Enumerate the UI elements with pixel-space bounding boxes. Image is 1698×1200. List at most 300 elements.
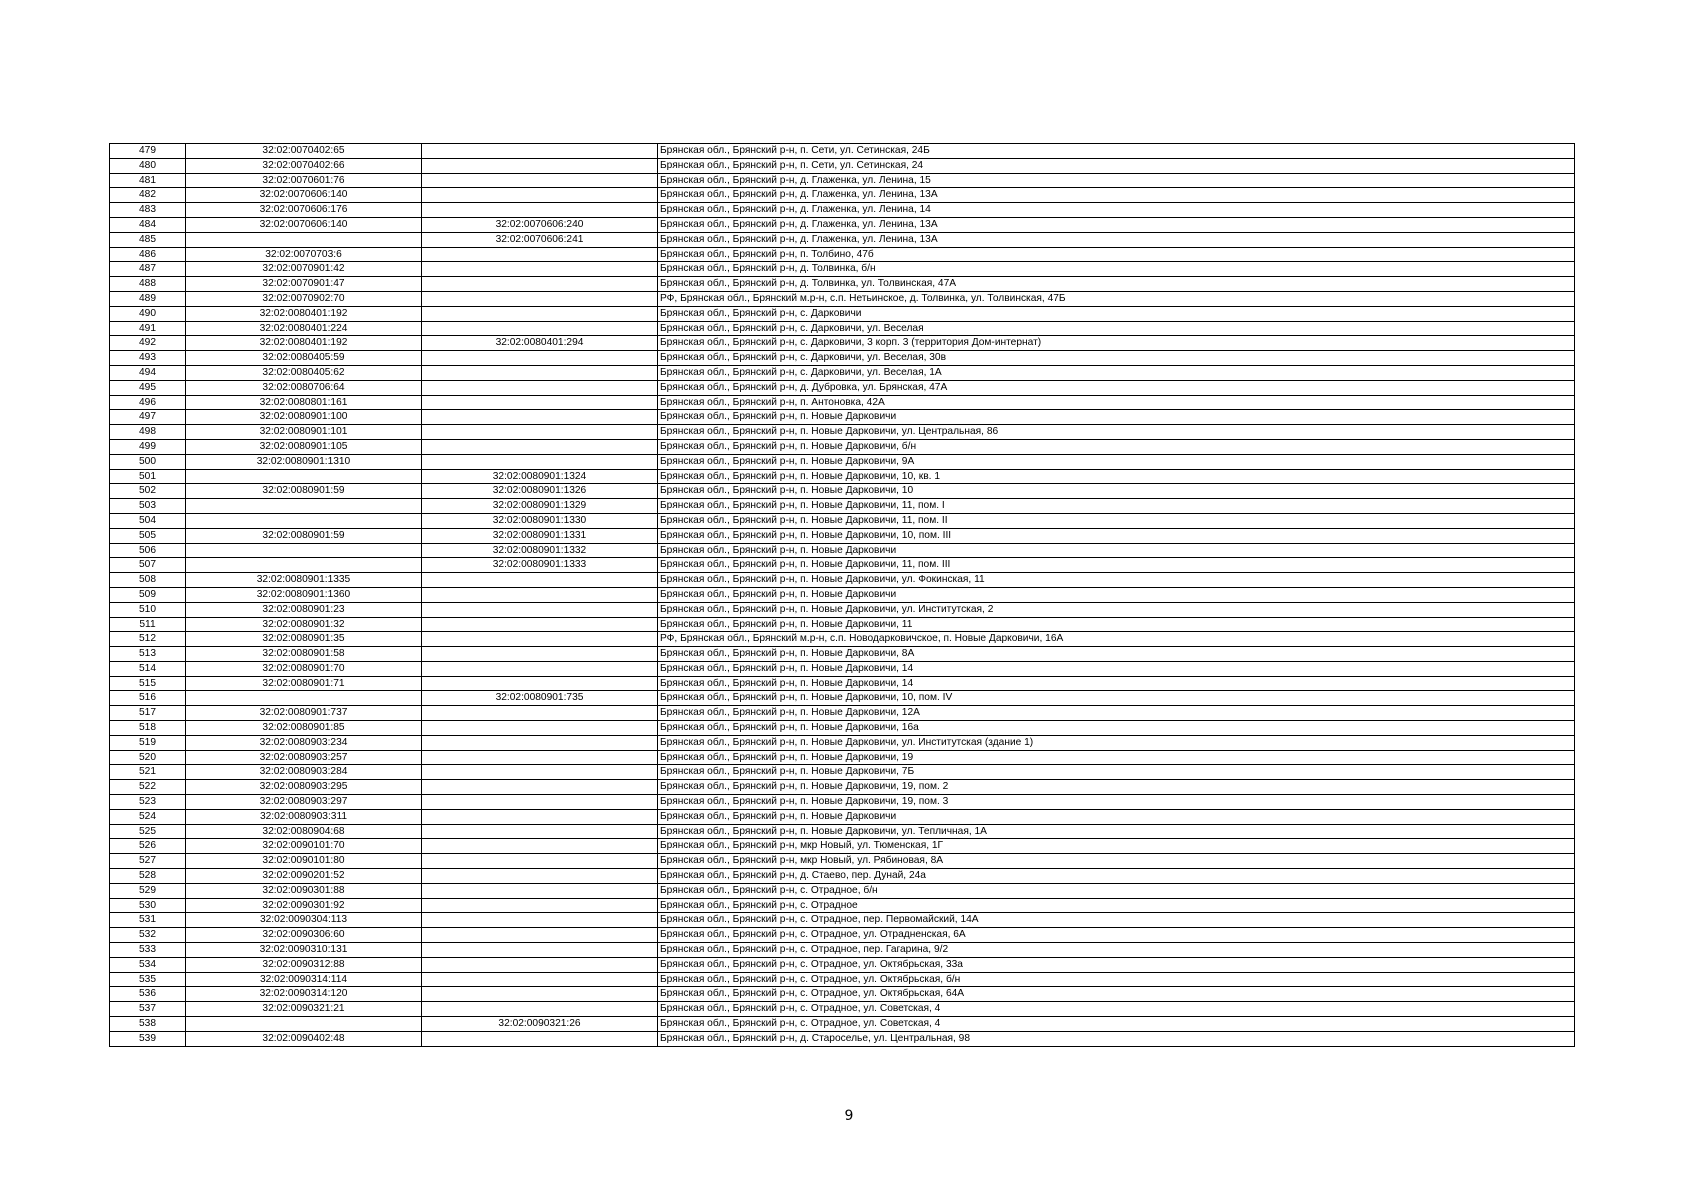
building-cadastral-number-cell xyxy=(422,351,658,366)
address-cell: Брянская обл., Брянский р-н, п. Новые Дарковичи, 7Б xyxy=(658,765,1575,780)
address-cell: Брянская обл., Брянский р-н, п. Толбино, 47б xyxy=(658,247,1575,262)
land-plot-cadastral-number-cell: 32:02:0080904:68 xyxy=(186,824,422,839)
address-cell: Брянская обл., Брянский р-н, д. Глаженка, ул. Ленина, 15 xyxy=(658,173,1575,188)
table-row xyxy=(110,1031,1575,1046)
land-plot-cadastral-number-cell: 32:02:0090306:60 xyxy=(186,928,422,943)
table-row xyxy=(110,543,1575,558)
table-row xyxy=(110,469,1575,484)
address-cell: Брянская обл., Брянский р-н, п. Новые Дарковичи, 10 xyxy=(658,484,1575,499)
land-plot-cadastral-number-cell: 32:02:0090101:80 xyxy=(186,854,422,869)
table-row xyxy=(110,573,1575,588)
building-cadastral-number-cell xyxy=(422,721,658,736)
table-row xyxy=(110,617,1575,632)
address-cell: Брянская обл., Брянский р-н, п. Новые Дарковичи, ул. Центральная, 86 xyxy=(658,425,1575,440)
row-number-cell: 482 xyxy=(110,188,186,203)
address-cell: Брянская обл., Брянский р-н, с. Дарковичи, ул. Веселая xyxy=(658,321,1575,336)
land-plot-cadastral-number-cell xyxy=(186,691,422,706)
address-cell: Брянская обл., Брянский р-н, п. Новые Дарковичи, 11, пом. I xyxy=(658,499,1575,514)
row-number-cell: 483 xyxy=(110,203,186,218)
row-number-cell: 489 xyxy=(110,291,186,306)
building-cadastral-number-cell xyxy=(422,661,658,676)
building-cadastral-number-cell xyxy=(422,203,658,218)
building-cadastral-number-cell xyxy=(422,632,658,647)
row-number-cell: 539 xyxy=(110,1031,186,1046)
address-cell: Брянская обл., Брянский р-н, п. Новые Дарковичи, 16а xyxy=(658,721,1575,736)
table-row xyxy=(110,188,1575,203)
row-number-cell: 487 xyxy=(110,262,186,277)
address-cell: Брянская обл., Брянский р-н, п. Новые Дарковичи, 8А xyxy=(658,647,1575,662)
table-row xyxy=(110,854,1575,869)
page-number: 9 xyxy=(844,1108,854,1124)
row-number-cell: 529 xyxy=(110,883,186,898)
row-number-cell: 515 xyxy=(110,676,186,691)
land-plot-cadastral-number-cell: 32:02:0070901:42 xyxy=(186,262,422,277)
row-number-cell: 506 xyxy=(110,543,186,558)
land-plot-cadastral-number-cell: 32:02:0090402:48 xyxy=(186,1031,422,1046)
row-number-cell: 492 xyxy=(110,336,186,351)
row-number-cell: 498 xyxy=(110,425,186,440)
table-row xyxy=(110,839,1575,854)
land-plot-cadastral-number-cell: 32:02:0080901:1335 xyxy=(186,573,422,588)
building-cadastral-number-cell xyxy=(422,173,658,188)
building-cadastral-number-cell xyxy=(422,306,658,321)
building-cadastral-number-cell: 32:02:0080901:1331 xyxy=(422,528,658,543)
address-cell: Брянская обл., Брянский р-н, п. Новые Дарковичи xyxy=(658,809,1575,824)
address-cell: Брянская обл., Брянский р-н, п. Сети, ул. Сетинская, 24Б xyxy=(658,144,1575,159)
land-plot-cadastral-number-cell xyxy=(186,499,422,514)
land-plot-cadastral-number-cell: 32:02:0080706:64 xyxy=(186,380,422,395)
table-row xyxy=(110,750,1575,765)
row-number-cell: 538 xyxy=(110,1017,186,1032)
table-row xyxy=(110,217,1575,232)
table-row xyxy=(110,173,1575,188)
address-cell: Брянская обл., Брянский р-н, д. Стаево, пер. Дунай, 24а xyxy=(658,869,1575,884)
building-cadastral-number-cell xyxy=(422,706,658,721)
row-number-cell: 523 xyxy=(110,795,186,810)
building-cadastral-number-cell xyxy=(422,587,658,602)
land-plot-cadastral-number-cell: 32:02:0090304:113 xyxy=(186,913,422,928)
building-cadastral-number-cell xyxy=(422,602,658,617)
address-cell: Брянская обл., Брянский р-н, с. Отрадное, ул. Отрадненская, 6А xyxy=(658,928,1575,943)
table-row xyxy=(110,1002,1575,1017)
building-cadastral-number-cell xyxy=(422,824,658,839)
land-plot-cadastral-number-cell: 32:02:0080901:70 xyxy=(186,661,422,676)
row-number-cell: 505 xyxy=(110,528,186,543)
land-plot-cadastral-number-cell: 32:02:0080405:62 xyxy=(186,365,422,380)
table-row xyxy=(110,972,1575,987)
building-cadastral-number-cell: 32:02:0080901:1330 xyxy=(422,513,658,528)
row-number-cell: 499 xyxy=(110,439,186,454)
address-cell: Брянская обл., Брянский р-н, п. Новые Дарковичи, ул. Институтская (здание 1) xyxy=(658,735,1575,750)
building-cadastral-number-cell xyxy=(422,144,658,159)
table-row xyxy=(110,943,1575,958)
table-row xyxy=(110,661,1575,676)
table-row xyxy=(110,425,1575,440)
row-number-cell: 488 xyxy=(110,277,186,292)
land-plot-cadastral-number-cell: 32:02:0080901:101 xyxy=(186,425,422,440)
table-row xyxy=(110,336,1575,351)
land-plot-cadastral-number-cell xyxy=(186,513,422,528)
address-cell: Брянская обл., Брянский р-н, д. Староселье, ул. Центральная, 98 xyxy=(658,1031,1575,1046)
building-cadastral-number-cell xyxy=(422,617,658,632)
address-cell: Брянская обл., Брянский р-н, п. Новые Дарковичи, 11, пом. II xyxy=(658,513,1575,528)
table-row xyxy=(110,380,1575,395)
address-cell: Брянская обл., Брянский р-н, с. Отрадное, ул. Октябрьская, 64А xyxy=(658,987,1575,1002)
table-row xyxy=(110,558,1575,573)
address-cell: РФ, Брянская обл., Брянский м.р-н, с.п. Нетьинское, д. Толвинка, ул. Толвинская, 47Б xyxy=(658,291,1575,306)
table-row xyxy=(110,602,1575,617)
land-plot-cadastral-number-cell xyxy=(186,558,422,573)
land-plot-cadastral-number-cell: 32:02:0080901:59 xyxy=(186,484,422,499)
row-number-cell: 507 xyxy=(110,558,186,573)
table-row xyxy=(110,262,1575,277)
land-plot-cadastral-number-cell: 32:02:0070606:176 xyxy=(186,203,422,218)
table-row xyxy=(110,528,1575,543)
table-row xyxy=(110,706,1575,721)
land-plot-cadastral-number-cell: 32:02:0070703:6 xyxy=(186,247,422,262)
land-plot-cadastral-number-cell: 32:02:0070901:47 xyxy=(186,277,422,292)
building-cadastral-number-cell: 32:02:0080401:294 xyxy=(422,336,658,351)
row-number-cell: 516 xyxy=(110,691,186,706)
building-cadastral-number-cell xyxy=(422,883,658,898)
building-cadastral-number-cell xyxy=(422,898,658,913)
building-cadastral-number-cell xyxy=(422,928,658,943)
building-cadastral-number-cell xyxy=(422,854,658,869)
building-cadastral-number-cell xyxy=(422,647,658,662)
building-cadastral-number-cell: 32:02:0080901:735 xyxy=(422,691,658,706)
building-cadastral-number-cell xyxy=(422,439,658,454)
building-cadastral-number-cell: 32:02:0090321:26 xyxy=(422,1017,658,1032)
table-row xyxy=(110,913,1575,928)
land-plot-cadastral-number-cell: 32:02:0090301:92 xyxy=(186,898,422,913)
land-plot-cadastral-number-cell: 32:02:0070402:66 xyxy=(186,158,422,173)
row-number-cell: 536 xyxy=(110,987,186,1002)
land-plot-cadastral-number-cell: 32:02:0080903:234 xyxy=(186,735,422,750)
land-plot-cadastral-number-cell: 32:02:0090310:131 xyxy=(186,943,422,958)
land-plot-cadastral-number-cell: 32:02:0070402:65 xyxy=(186,144,422,159)
address-cell: Брянская обл., Брянский р-н, с. Дарковичи, ул. Веселая, 30в xyxy=(658,351,1575,366)
building-cadastral-number-cell xyxy=(422,425,658,440)
table-row xyxy=(110,647,1575,662)
table-row xyxy=(110,410,1575,425)
address-cell: Брянская обл., Брянский р-н, с. Отрадное, ул. Советская, 4 xyxy=(658,1017,1575,1032)
row-number-cell: 519 xyxy=(110,735,186,750)
address-cell: Брянская обл., Брянский р-н, п. Новые Дарковичи, ул. Тепличная, 1А xyxy=(658,824,1575,839)
row-number-cell: 512 xyxy=(110,632,186,647)
building-cadastral-number-cell xyxy=(422,380,658,395)
table-row xyxy=(110,928,1575,943)
building-cadastral-number-cell xyxy=(422,780,658,795)
building-cadastral-number-cell xyxy=(422,365,658,380)
row-number-cell: 518 xyxy=(110,721,186,736)
row-number-cell: 537 xyxy=(110,1002,186,1017)
table-row xyxy=(110,365,1575,380)
building-cadastral-number-cell xyxy=(422,573,658,588)
building-cadastral-number-cell xyxy=(422,247,658,262)
building-cadastral-number-cell xyxy=(422,454,658,469)
row-number-cell: 502 xyxy=(110,484,186,499)
building-cadastral-number-cell: 32:02:0080901:1333 xyxy=(422,558,658,573)
table-row xyxy=(110,144,1575,159)
building-cadastral-number-cell xyxy=(422,158,658,173)
land-plot-cadastral-number-cell: 32:02:0080901:105 xyxy=(186,439,422,454)
building-cadastral-number-cell: 32:02:0080901:1326 xyxy=(422,484,658,499)
row-number-cell: 531 xyxy=(110,913,186,928)
row-number-cell: 514 xyxy=(110,661,186,676)
land-plot-cadastral-number-cell xyxy=(186,232,422,247)
land-plot-cadastral-number-cell: 32:02:0080903:311 xyxy=(186,809,422,824)
row-number-cell: 520 xyxy=(110,750,186,765)
table-row xyxy=(110,957,1575,972)
table-row xyxy=(110,676,1575,691)
address-cell: Брянская обл., Брянский р-н, п. Новые Дарковичи, 14 xyxy=(658,676,1575,691)
building-cadastral-number-cell: 32:02:0070606:240 xyxy=(422,217,658,232)
land-plot-cadastral-number-cell: 32:02:0090101:70 xyxy=(186,839,422,854)
row-number-cell: 508 xyxy=(110,573,186,588)
table-row xyxy=(110,809,1575,824)
land-plot-cadastral-number-cell: 32:02:0080901:737 xyxy=(186,706,422,721)
row-number-cell: 522 xyxy=(110,780,186,795)
land-plot-cadastral-number-cell: 32:02:0080405:59 xyxy=(186,351,422,366)
row-number-cell: 480 xyxy=(110,158,186,173)
building-cadastral-number-cell xyxy=(422,972,658,987)
address-cell: Брянская обл., Брянский р-н, п. Новые Дарковичи, 12А xyxy=(658,706,1575,721)
cadastral-table xyxy=(109,143,1575,1047)
land-plot-cadastral-number-cell: 32:02:0080903:257 xyxy=(186,750,422,765)
row-number-cell: 510 xyxy=(110,602,186,617)
row-number-cell: 532 xyxy=(110,928,186,943)
land-plot-cadastral-number-cell: 32:02:0080901:100 xyxy=(186,410,422,425)
table-row xyxy=(110,765,1575,780)
address-cell: Брянская обл., Брянский р-н, с. Дарковичи, ул. Веселая, 1А xyxy=(658,365,1575,380)
address-cell: Брянская обл., Брянский р-н, д. Глаженка, ул. Ленина, 13А xyxy=(658,217,1575,232)
land-plot-cadastral-number-cell xyxy=(186,1017,422,1032)
building-cadastral-number-cell xyxy=(422,277,658,292)
table-row xyxy=(110,203,1575,218)
land-plot-cadastral-number-cell: 32:02:0080901:1310 xyxy=(186,454,422,469)
table-row xyxy=(110,587,1575,602)
building-cadastral-number-cell xyxy=(422,410,658,425)
building-cadastral-number-cell xyxy=(422,1002,658,1017)
address-cell: Брянская обл., Брянский р-н, с. Отрадное xyxy=(658,898,1575,913)
table-row xyxy=(110,869,1575,884)
address-cell: Брянская обл., Брянский р-н, мкр Новый, ул. Рябиновая, 8А xyxy=(658,854,1575,869)
address-cell: Брянская обл., Брянский р-н, п. Новые Дарковичи, 14 xyxy=(658,661,1575,676)
row-number-cell: 481 xyxy=(110,173,186,188)
land-plot-cadastral-number-cell: 32:02:0070606:140 xyxy=(186,188,422,203)
land-plot-cadastral-number-cell: 32:02:0070902:70 xyxy=(186,291,422,306)
address-cell: Брянская обл., Брянский р-н, п. Новые Дарковичи xyxy=(658,543,1575,558)
address-cell: Брянская обл., Брянский р-н, д. Глаженка, ул. Ленина, 13А xyxy=(658,188,1575,203)
address-cell: Брянская обл., Брянский р-н, п. Новые Дарковичи, ул. Институтская, 2 xyxy=(658,602,1575,617)
land-plot-cadastral-number-cell: 32:02:0080801:161 xyxy=(186,395,422,410)
row-number-cell: 486 xyxy=(110,247,186,262)
address-cell: Брянская обл., Брянский р-н, п. Новые Дарковичи, 19, пом. 2 xyxy=(658,780,1575,795)
land-plot-cadastral-number-cell: 32:02:0080901:1360 xyxy=(186,587,422,602)
building-cadastral-number-cell: 32:02:0080901:1332 xyxy=(422,543,658,558)
table-row xyxy=(110,898,1575,913)
table-row xyxy=(110,158,1575,173)
building-cadastral-number-cell: 32:02:0080901:1329 xyxy=(422,499,658,514)
address-cell: Брянская обл., Брянский р-н, с. Дарковичи xyxy=(658,306,1575,321)
building-cadastral-number-cell xyxy=(422,676,658,691)
row-number-cell: 479 xyxy=(110,144,186,159)
building-cadastral-number-cell xyxy=(422,839,658,854)
building-cadastral-number-cell: 32:02:0070606:241 xyxy=(422,232,658,247)
building-cadastral-number-cell xyxy=(422,1031,658,1046)
table-row xyxy=(110,691,1575,706)
address-cell: Брянская обл., Брянский р-н, с. Отрадное, ул. Советская, 4 xyxy=(658,1002,1575,1017)
row-number-cell: 484 xyxy=(110,217,186,232)
address-cell: Брянская обл., Брянский р-н, п. Новые Дарковичи, 19, пом. 3 xyxy=(658,795,1575,810)
table-row xyxy=(110,306,1575,321)
land-plot-cadastral-number-cell: 32:02:0080401:192 xyxy=(186,336,422,351)
building-cadastral-number-cell xyxy=(422,943,658,958)
land-plot-cadastral-number-cell: 32:02:0070601:76 xyxy=(186,173,422,188)
row-number-cell: 530 xyxy=(110,898,186,913)
address-cell: Брянская обл., Брянский р-н, п. Сети, ул. Сетинская, 24 xyxy=(658,158,1575,173)
land-plot-cadastral-number-cell: 32:02:0090201:52 xyxy=(186,869,422,884)
address-cell: Брянская обл., Брянский р-н, п. Новые Дарковичи, 9А xyxy=(658,454,1575,469)
address-cell: Брянская обл., Брянский р-н, п. Новые Дарковичи, 10, кв. 1 xyxy=(658,469,1575,484)
row-number-cell: 504 xyxy=(110,513,186,528)
building-cadastral-number-cell xyxy=(422,395,658,410)
address-cell: Брянская обл., Брянский р-н, с. Отрадное, пер. Гагарина, 9/2 xyxy=(658,943,1575,958)
table-row xyxy=(110,247,1575,262)
address-cell: Брянская обл., Брянский р-н, п. Антоновка, 42А xyxy=(658,395,1575,410)
address-cell: Брянская обл., Брянский р-н, д. Глаженка, ул. Ленина, 13А xyxy=(658,232,1575,247)
address-cell: Брянская обл., Брянский р-н, мкр Новый, ул. Тюменская, 1Г xyxy=(658,839,1575,854)
row-number-cell: 500 xyxy=(110,454,186,469)
building-cadastral-number-cell xyxy=(422,765,658,780)
row-number-cell: 496 xyxy=(110,395,186,410)
table-row xyxy=(110,439,1575,454)
row-number-cell: 511 xyxy=(110,617,186,632)
table-row xyxy=(110,1017,1575,1032)
row-number-cell: 524 xyxy=(110,809,186,824)
land-plot-cadastral-number-cell: 32:02:0080901:71 xyxy=(186,676,422,691)
land-plot-cadastral-number-cell: 32:02:0080903:284 xyxy=(186,765,422,780)
building-cadastral-number-cell xyxy=(422,957,658,972)
address-cell: Брянская обл., Брянский р-н, п. Новые Дарковичи, 10, пом. III xyxy=(658,528,1575,543)
row-number-cell: 497 xyxy=(110,410,186,425)
row-number-cell: 485 xyxy=(110,232,186,247)
address-cell: РФ, Брянская обл., Брянский м.р-н, с.п. Новодарковичское, п. Новые Дарковичи, 16А xyxy=(658,632,1575,647)
land-plot-cadastral-number-cell: 32:02:0090314:114 xyxy=(186,972,422,987)
table-row xyxy=(110,721,1575,736)
row-number-cell: 503 xyxy=(110,499,186,514)
land-plot-cadastral-number-cell: 32:02:0080901:35 xyxy=(186,632,422,647)
row-number-cell: 490 xyxy=(110,306,186,321)
land-plot-cadastral-number-cell xyxy=(186,543,422,558)
address-cell: Брянская обл., Брянский р-н, с. Отрадное, ул. Октябрьская, б/н xyxy=(658,972,1575,987)
address-cell: Брянская обл., Брянский р-н, п. Новые Дарковичи, 10, пом. IV xyxy=(658,691,1575,706)
address-cell: Брянская обл., Брянский р-н, с. Отрадное, пер. Первомайский, 14А xyxy=(658,913,1575,928)
land-plot-cadastral-number-cell: 32:02:0080901:32 xyxy=(186,617,422,632)
row-number-cell: 495 xyxy=(110,380,186,395)
address-cell: Брянская обл., Брянский р-н, п. Новые Дарковичи xyxy=(658,410,1575,425)
table-row xyxy=(110,277,1575,292)
row-number-cell: 493 xyxy=(110,351,186,366)
row-number-cell: 491 xyxy=(110,321,186,336)
address-cell: Брянская обл., Брянский р-н, п. Новые Дарковичи, 19 xyxy=(658,750,1575,765)
address-cell: Брянская обл., Брянский р-н, д. Дубровка, ул. Брянская, 47А xyxy=(658,380,1575,395)
table-row xyxy=(110,513,1575,528)
building-cadastral-number-cell xyxy=(422,809,658,824)
land-plot-cadastral-number-cell: 32:02:0080401:224 xyxy=(186,321,422,336)
address-cell: Брянская обл., Брянский р-н, с. Дарковичи, 3 корп. 3 (территория Дом-интернат) xyxy=(658,336,1575,351)
building-cadastral-number-cell xyxy=(422,869,658,884)
row-number-cell: 517 xyxy=(110,706,186,721)
address-cell: Брянская обл., Брянский р-н, п. Новые Дарковичи, 11 xyxy=(658,617,1575,632)
row-number-cell: 527 xyxy=(110,854,186,869)
table-row xyxy=(110,351,1575,366)
land-plot-cadastral-number-cell: 32:02:0090314:120 xyxy=(186,987,422,1002)
land-plot-cadastral-number-cell: 32:02:0080901:85 xyxy=(186,721,422,736)
land-plot-cadastral-number-cell: 32:02:0080901:59 xyxy=(186,528,422,543)
land-plot-cadastral-number-cell: 32:02:0080903:297 xyxy=(186,795,422,810)
table-row xyxy=(110,484,1575,499)
row-number-cell: 501 xyxy=(110,469,186,484)
row-number-cell: 509 xyxy=(110,587,186,602)
row-number-cell: 513 xyxy=(110,647,186,662)
row-number-cell: 533 xyxy=(110,943,186,958)
table-row xyxy=(110,735,1575,750)
land-plot-cadastral-number-cell: 32:02:0070606:140 xyxy=(186,217,422,232)
row-number-cell: 534 xyxy=(110,957,186,972)
address-cell: Брянская обл., Брянский р-н, д. Глаженка, ул. Ленина, 14 xyxy=(658,203,1575,218)
building-cadastral-number-cell xyxy=(422,321,658,336)
table-row xyxy=(110,883,1575,898)
address-cell: Брянская обл., Брянский р-н, с. Отрадное, ул. Октябрьская, 33а xyxy=(658,957,1575,972)
row-number-cell: 526 xyxy=(110,839,186,854)
building-cadastral-number-cell xyxy=(422,262,658,277)
land-plot-cadastral-number-cell: 32:02:0080901:23 xyxy=(186,602,422,617)
table-row xyxy=(110,987,1575,1002)
table-row xyxy=(110,632,1575,647)
building-cadastral-number-cell xyxy=(422,987,658,1002)
address-cell: Брянская обл., Брянский р-н, п. Новые Дарковичи, б/н xyxy=(658,439,1575,454)
land-plot-cadastral-number-cell: 32:02:0080903:295 xyxy=(186,780,422,795)
land-plot-cadastral-number-cell: 32:02:0080401:192 xyxy=(186,306,422,321)
table-row xyxy=(110,395,1575,410)
address-cell: Брянская обл., Брянский р-н, п. Новые Дарковичи, ул. Фокинская, 11 xyxy=(658,573,1575,588)
table-row xyxy=(110,824,1575,839)
address-cell: Брянская обл., Брянский р-н, с. Отрадное, б/н xyxy=(658,883,1575,898)
land-plot-cadastral-number-cell: 32:02:0090312:88 xyxy=(186,957,422,972)
land-plot-cadastral-number-cell xyxy=(186,469,422,484)
land-plot-cadastral-number-cell: 32:02:0090301:88 xyxy=(186,883,422,898)
building-cadastral-number-cell xyxy=(422,913,658,928)
table-row xyxy=(110,454,1575,469)
table-row xyxy=(110,232,1575,247)
row-number-cell: 521 xyxy=(110,765,186,780)
land-plot-cadastral-number-cell: 32:02:0090321:21 xyxy=(186,1002,422,1017)
table-row xyxy=(110,499,1575,514)
building-cadastral-number-cell xyxy=(422,750,658,765)
building-cadastral-number-cell: 32:02:0080901:1324 xyxy=(422,469,658,484)
address-cell: Брянская обл., Брянский р-н, д. Толвинка, ул. Толвинская, 47А xyxy=(658,277,1575,292)
row-number-cell: 494 xyxy=(110,365,186,380)
table-row xyxy=(110,321,1575,336)
row-number-cell: 528 xyxy=(110,869,186,884)
address-cell: Брянская обл., Брянский р-н, п. Новые Дарковичи, 11, пом. III xyxy=(658,558,1575,573)
row-number-cell: 525 xyxy=(110,824,186,839)
address-cell: Брянская обл., Брянский р-н, д. Толвинка, б/н xyxy=(658,262,1575,277)
row-number-cell: 535 xyxy=(110,972,186,987)
table-row xyxy=(110,795,1575,810)
building-cadastral-number-cell xyxy=(422,795,658,810)
